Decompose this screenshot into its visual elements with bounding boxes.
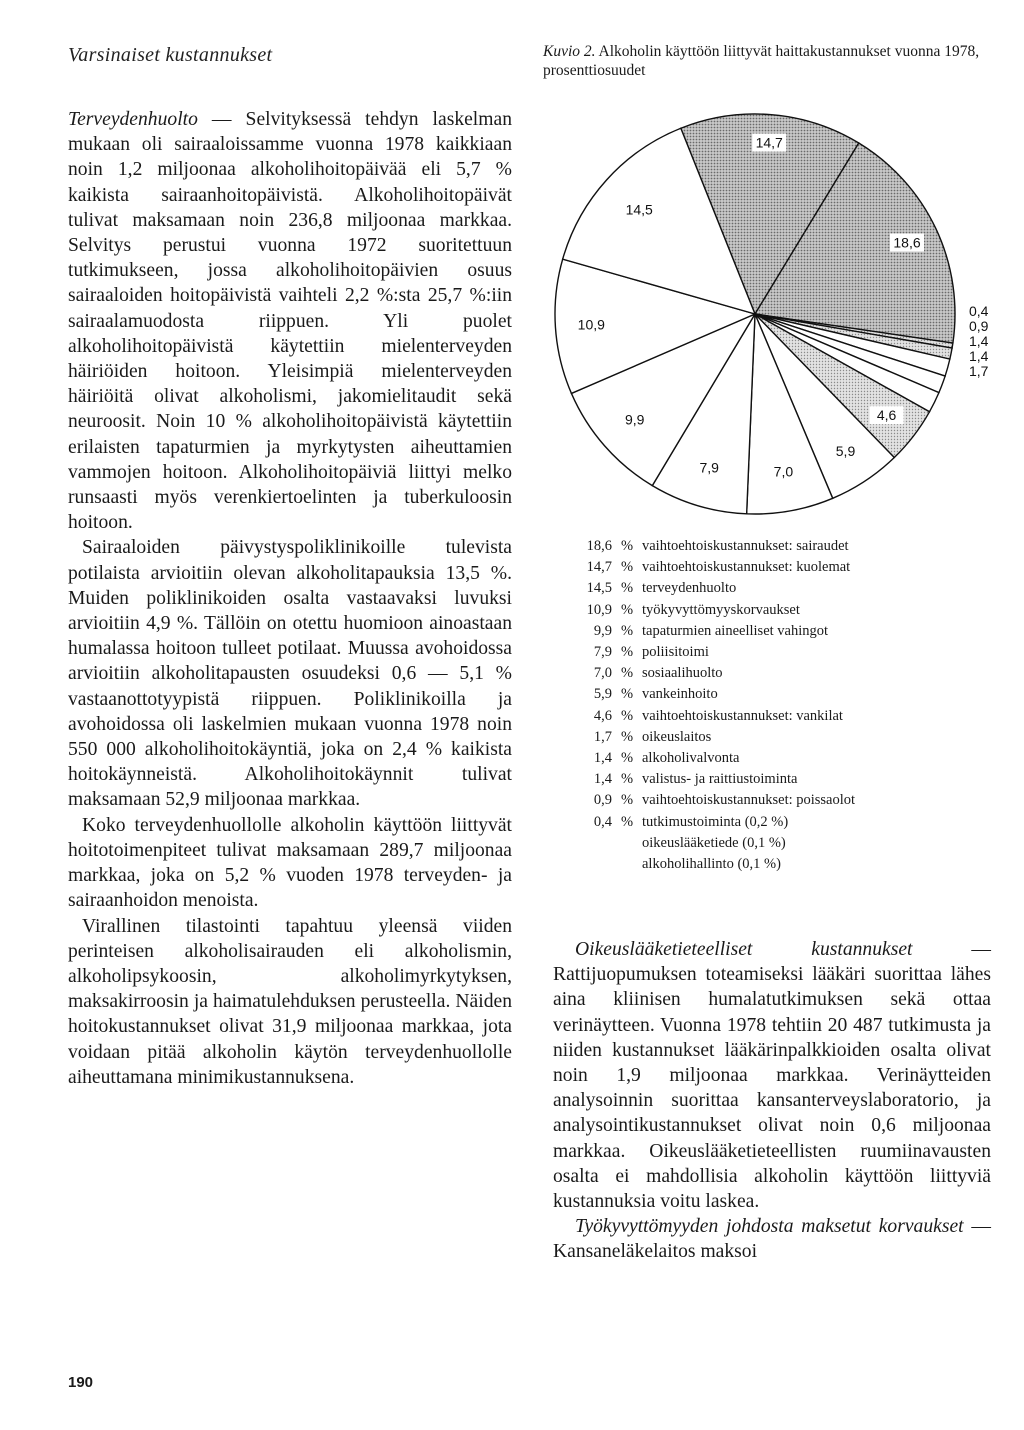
- legend-value: 18,6: [586, 538, 612, 554]
- legend-row: [568, 727, 988, 748]
- paragraph-koko: Koko terveydenhuollolle alkoholin käyttöön liittyvät hoitotoimenpiteet tulivat maksamaan 289,7 miljoonaa markkaa, joka on 5,2 % vuoden 1978 terveyden- ja sairaanhoidon menoista.: [68, 814, 512, 912]
- legend-row: [568, 642, 988, 663]
- legend-label: oikeuslaitos: [642, 728, 712, 745]
- legend-row: [568, 663, 988, 684]
- legend-label: tapaturmien aineelliset vahingot: [642, 622, 829, 639]
- legend-sub-item: alkoholihallinto (0,1 %): [642, 856, 781, 873]
- legend-value: 10,9: [586, 601, 612, 618]
- legend-row: [568, 600, 988, 621]
- pie-slice-label: 1,7: [969, 363, 989, 379]
- legend-row: [568, 769, 988, 790]
- pie-chart-svg: [533, 96, 989, 516]
- legend-value: 7,0: [593, 665, 612, 682]
- pie-slice-label: 1,4: [969, 333, 989, 349]
- legend-value: 1,4: [593, 750, 612, 767]
- legend-row: [568, 748, 988, 769]
- legend-label: alkoholivalvonta: [642, 750, 740, 767]
- figure-caption: [543, 42, 993, 80]
- legend-percent-sign: %: [620, 601, 634, 618]
- legend-label: vaihtoehtoiskustannukset: kuolemat: [642, 559, 851, 576]
- pie-slice-label: 14,7: [755, 134, 783, 151]
- legend-value: 9,9: [593, 622, 612, 639]
- legend-value: 4,6: [593, 707, 612, 724]
- pie-chart: [533, 96, 989, 516]
- legend-percent-sign: %: [620, 771, 634, 788]
- legend-label: vaihtoehtoiskustannukset: vankilat: [642, 707, 843, 724]
- paragraph-heading: Työkyvyttömyyden johdosta maksetut korvaukset: [575, 1216, 964, 1238]
- legend-percent-sign: %: [620, 559, 634, 576]
- left-body-text: [68, 107, 512, 1090]
- figure-caption-block: [543, 34, 993, 80]
- paragraph-tyokyvyttomyys: [553, 1214, 991, 1264]
- legend-row: [568, 621, 988, 642]
- legend-value: 5,9: [593, 686, 612, 703]
- legend-percent-sign: %: [620, 580, 634, 597]
- legend-row: [568, 536, 988, 557]
- legend-percent-sign: %: [620, 538, 634, 554]
- legend-row: [568, 790, 988, 811]
- pie-slice-label: 0,9: [969, 318, 989, 334]
- paragraph-virallinen: Virallinen tilastointi tapahtuu yleensä viiden perinteisen alkoholisairauden eli alkoholismin, alkoholipsykoosin, alkoholimyrkytyksen, maksakirroosin ja haimatulehduksen perusteella. Näiden hoitokustannukset olivat 31,9 miljoonaa markkaa, jota voidaan pitää alkoholin käytön terveydenhuollolle aiheuttamana minimikustannuksena.: [68, 915, 512, 1088]
- pie-slice-label: 9,9: [624, 411, 645, 428]
- chart-legend: [568, 536, 988, 875]
- section-title: Varsinaiset kustannukset: [68, 44, 273, 66]
- legend-value: 14,5: [586, 580, 612, 597]
- legend-value: 1,7: [593, 728, 612, 745]
- paragraph-text: — Rattijuopumuksen toteamiseksi lääkäri suorittaa lähes aina kliinisen humalatutkimuksen sekä ottaa verinäytteen. Vuonna 1978 tehtiin 20 487 tutkimusta ja niiden kustannukset lääkärinpalkkioiden osalta olivat noin 1,9 miljoonaa markkaa. Verinäytteiden analysoinnin suorittaa kansanterveyslaboratorio, ja analysointikustannukset olivat noin 0,6 miljoonaa markkaa. Oikeuslääketieteellisten ruumiinavausten osalta ei mahdollisia alkoholin käyttöön liittyviä kustannuksia voitu laskea.: [553, 939, 991, 1213]
- paragraph-sairaaloiden: Sairaaloiden päivystyspoliklinikoille tulevista potilaista arvioitiin olevan alkoholitapauksia 13,5 %. Muiden poliklinikoiden osalta vastaavaksi luvuksi arvioitiin 4,9 %. Tällöin on otettu huomioon ainoastaan humalassa hoitoon tulleet potilaat. Muussa avohoidossa arvioitiin alkoholitapausten osuudeksi 0,6 — 5,1 % vastaanottotyypistä riippuen. Poliklinikoilla ja avohoidossa oli laskelmien mukaan vuonna 1978 noin 550 000 alkoholihoitokäyntiä, joka on 2,4 % kaikista hoitokäynneistä. Alkoholihoitokäynnit tulivat maksamaan 52,9 miljoonaa markkaa.: [68, 537, 512, 811]
- legend-percent-sign: %: [620, 750, 634, 767]
- legend-value: 14,7: [586, 559, 612, 576]
- paragraph-text: — Selvityksessä tehdyn laskelman mukaan oli sairaaloissamme vuonna 1978 kaikkiaan noin 1,2 miljoonaa alkoholihoitopäivää eli 5,7 % kaikista sairaanhoitopäivistä. Alkoholihoitopäivät tulivat maksamaan noin 236,8 miljoonaa markkaa. Selvitys perustui vuonna 1972 suoritettuun tutkimukseen, jossa alkoholihoitopäivien osuus sairaaloiden hoitopäivistä vaihteli 2,2 %:sta 25,7 %:iin sairaalamuodosta riippuen. Yli puolet alkoholihoitopäivistä käytettiin mielenterveyden häiriöiden hoitoon. Yleisimpiä mielenterveyden häiriöitä olivat alkoholismi, jakomielitaudit sekä neuroosit. Noin 10 % alkoholihoitopäivistä käytettiin erilaisten tapaturmien ja myrkytysten aiheuttamien vammojen hoitoon. Alkoholihoitopäiviä liittyi melko runsaasti myös verenkiertoelinten ja tuberkuloosin hoitoon.: [68, 109, 512, 534]
- legend-percent-sign: %: [620, 813, 634, 830]
- right-body-text: [553, 937, 991, 1265]
- legend-row: [568, 578, 988, 599]
- pie-slice-label: 7,9: [699, 459, 719, 476]
- legend-value: 1,4: [593, 771, 612, 788]
- legend-percent-sign: %: [620, 707, 634, 724]
- legend-value: 0,4: [593, 813, 612, 830]
- legend-label: vaihtoehtoiskustannukset: poissaolot: [642, 792, 856, 809]
- pie-slice-label: 10,9: [577, 316, 605, 333]
- legend-row: [568, 684, 988, 705]
- legend-value: 7,9: [593, 644, 612, 661]
- paragraph-oikeuslaaketieteelliset: [553, 937, 991, 1214]
- pie-slice-label: 0,4: [969, 303, 989, 319]
- legend-sub-item: oikeuslääketiede (0,1 %): [642, 834, 786, 851]
- pie-slice-label: 18,6: [893, 234, 921, 251]
- legend-row: [568, 557, 988, 578]
- legend-row: [568, 812, 988, 833]
- paragraph-terveydenhuolto: [68, 107, 512, 535]
- legend-row: [568, 706, 988, 727]
- legend-label: tutkimustoiminta (0,2 %): [642, 813, 789, 830]
- legend-label: valistus- ja raittiustoiminta: [642, 771, 798, 788]
- paragraph-heading: Oikeuslääketieteelliset kustannukset: [575, 939, 913, 960]
- pie-slice-label: 7,0: [773, 463, 794, 480]
- legend-percent-sign: %: [620, 644, 634, 661]
- legend-percent-sign: %: [620, 665, 634, 682]
- legend-percent-sign: %: [620, 728, 634, 745]
- paragraph-heading: Terveydenhuolto: [68, 109, 198, 130]
- legend-percent-sign: %: [620, 686, 634, 703]
- paragraph-text: — Kansaneläkelaitos maksoi: [553, 1216, 991, 1263]
- legend-label: sosiaalihuolto: [642, 665, 723, 682]
- legend-label: työkyvyttömyyskorvaukset: [642, 601, 800, 618]
- pie-slice-label: 5,9: [835, 442, 856, 459]
- legend-label: poliisitoimi: [642, 644, 709, 661]
- page-number: 190: [68, 1374, 94, 1391]
- pie-slice-label: 1,4: [969, 348, 989, 364]
- left-column: [68, 34, 512, 1090]
- pie-slice-label: 14,5: [625, 201, 653, 218]
- pie-slice-label: 4,6: [876, 407, 897, 424]
- legend-value: 0,9: [593, 792, 612, 809]
- figure-caption-text: Alkoholin käyttöön liittyvät haittakustannukset vuonna 1978, prosenttiosuudet: [543, 43, 980, 79]
- legend-label: terveydenhuolto: [642, 580, 737, 597]
- legend-label: vaihtoehtoiskustannukset: sairaudet: [642, 538, 849, 554]
- legend-percent-sign: %: [620, 792, 634, 809]
- legend-label: vankeinhoito: [642, 686, 718, 703]
- figure-label: Kuvio 2.: [543, 43, 596, 60]
- legend-percent-sign: %: [620, 622, 634, 639]
